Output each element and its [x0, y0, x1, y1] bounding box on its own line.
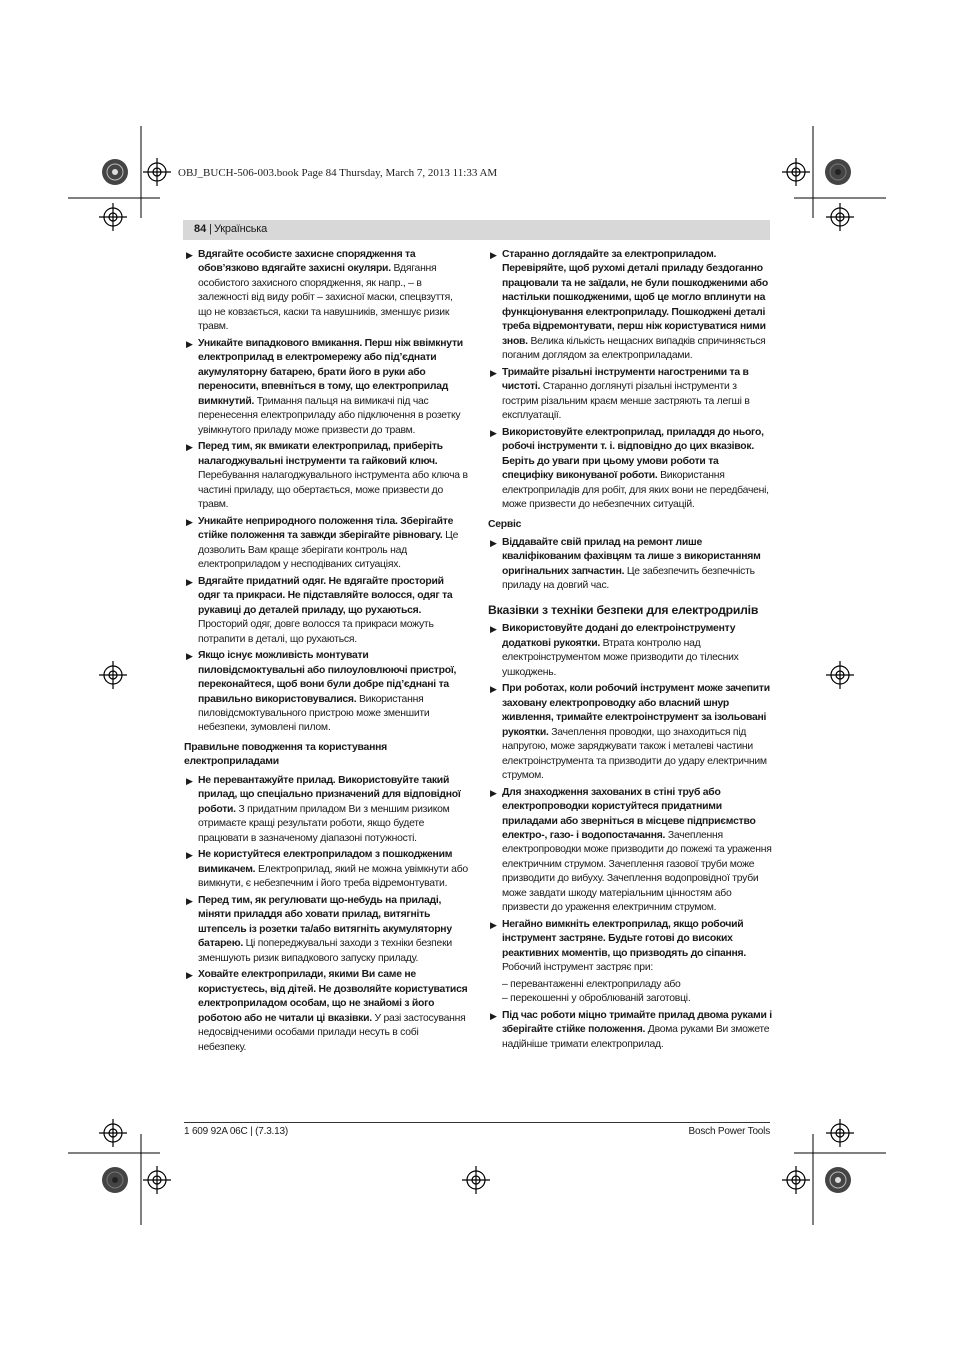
bullet-arrow-icon: ▶ [490, 427, 497, 438]
bullet-bold-text: Негайно вимкніть електроприлад, якщо робочий інструмент застряне. Будьте готові до високих реактивних моментів, що призводять до сіпання. [502, 918, 747, 959]
footer-brand: Bosch Power Tools [688, 1126, 770, 1137]
bullet-bold-text: Уникайте випадкового вмикання. Перш ніж ввімкнути електроприлад в електромережу або під’єднати акумуляторну батарею, брати його в руки або переносити, впевніться в тому, що електроприлад вимкнутий. [198, 337, 463, 407]
bullet-arrow-icon: ▶ [490, 624, 497, 635]
dash-list [488, 978, 772, 1007]
bullet-arrow-icon: ▶ [186, 576, 193, 587]
bullet-bold-text: Не користуйтеся електроприладом з пошкодженим вимикачем. [198, 849, 453, 875]
bullet-item [488, 682, 772, 783]
bullet-item [184, 248, 468, 335]
bullet-item [184, 968, 468, 1055]
bullet-item [488, 1009, 772, 1052]
bullet-bold-text: Якщо існує можливість монтувати пиловідсмоктувальні або пилоуловлюючі пристрої, переконайтеся, щоб вони були добре під’єднані та правильно використовувалися. [198, 650, 457, 705]
footer-rule [184, 1122, 770, 1123]
section-head-drill-safety: Вказівки з техніки безпеки для електродрилів [488, 602, 759, 617]
left-column [184, 248, 468, 1057]
bullet-arrow-icon: ▶ [490, 537, 497, 548]
right-items-c [488, 1009, 772, 1052]
bullet-arrow-icon: ▶ [186, 516, 193, 527]
bullet-item [184, 649, 468, 736]
bullet-body-text: У разі застосування недосвідченими особами прилади несуть в собі небезпеку. [198, 1012, 466, 1053]
bullet-arrow-icon: ▶ [490, 250, 497, 260]
bullet-body-text: Двома руками Ви зможете надійніше тримати електроприлад. [502, 1024, 770, 1050]
bullet-bold-text: Уникайте неприродного положення тіла. Зберігайте стійке положення та завжди зберігайте рівновагу. [198, 515, 454, 542]
bullet-bold-text: Не перевантажуйте прилад. Використовуйте такий прилад, що спеціально призначений для відповідної роботи. [198, 774, 461, 815]
bullet-body-text: Це забезпечить безпечність приладу на довгий час. [502, 565, 755, 592]
bullet-bold-text: Вдягайте придатний одяг. Не вдягайте просторий одяг та прикраси. Не підставляйте волосся, одяг та рукавиці до деталей приладу, що рухаються. [198, 575, 453, 616]
right-column [488, 248, 772, 1055]
bullet-arrow-icon: ▶ [186, 338, 193, 349]
bullet-arrow-icon: ▶ [490, 367, 497, 378]
bullet-arrow-icon: ▶ [490, 787, 497, 798]
bullet-bold-text: Перед тим, як вмикати електроприлад, приберіть налагоджувальні інструменти та гайковий ключ. [198, 441, 443, 467]
footer-doc-number: 1 609 92A 06C | (7.3.13) [184, 1126, 288, 1137]
bullet-bold-text: Використовуйте електроприлад, приладдя до нього, робочі інструменти т. і. відповідно до цих вказівок. Беріть до уваги при цьому умови роботи та специфіку виконуваної роботи. [502, 426, 764, 482]
bullet-arrow-icon: ▶ [186, 895, 193, 906]
bullet-body-text: Перебування налагоджувального інструмента або ключа в частині приладу, що обертається, може призвести до травм. [198, 470, 468, 511]
bullet-arrow-icon: ▶ [490, 684, 497, 695]
bullet-body-text: Тримання пальця на вимикачі під час перенесення електроприладу або підключення в розетку увімкнутого приладу може призвести до травм. [198, 395, 461, 436]
bullet-item [488, 536, 772, 594]
bullet-arrow-icon: ▶ [186, 970, 193, 981]
bullet-bold-text: Для знаходження захованих в стіні труб або електропроводки користуйтеся придатними приладами або зверніться в місцеве підприємство електро-, газо- і водопостачання. [502, 786, 756, 841]
bullet-body-text: З придатним приладом Ви з меншим ризиком отримаєте кращі результати роботи, якщо будете працювати в зазначеному діапазоні потужності. [198, 803, 450, 844]
bullet-body-text: Зачеплення проводки, що знаходиться під напругою, може заряджувати також і металеві частини електроінструмента та призводити до удару електричним струмом. [502, 726, 767, 781]
bullet-body-text: Це дозволить Вам краще зберігати контроль над електроприладом у несподіваних ситуаціях. [198, 530, 459, 571]
left-items-a [184, 248, 468, 736]
bullet-body-text: Втрата контролю над електроінструментом може призводити до тілесних ушкоджень. [502, 637, 739, 678]
bullet-body-text: Використання електроприладів для робіт, для яких вони не передбачені, може призвести до небезпечних ситуацій. [502, 470, 769, 511]
bullet-bold-text: Ховайте електроприлади, якими Ви саме не користуєтесь, від дітей. Не дозволяйте користуватися електроприладом особам, що не знайомі з його роботою або не читали ці вказівки. [198, 969, 468, 1024]
bullet-bold-text: При роботах, коли робочий інструмент може зачепити заховану електропроводку або власний шнур живлення, тримайте електроінструмент за ізольовані рукоятки. [502, 683, 770, 738]
bullet-item [184, 894, 468, 966]
bullet-item [184, 774, 468, 846]
bullet-bold-text: Використовуйте додані до електроінструменту додаткові рукоятки. [502, 623, 736, 649]
bullet-item [488, 786, 772, 916]
bullet-item [184, 575, 468, 647]
subhead-proper-handling: Правильне поводження та користування електроприладами [184, 741, 387, 768]
right-service-items [488, 536, 772, 594]
right-items-a [488, 248, 772, 513]
right-items-b [488, 622, 772, 975]
bullet-item [488, 248, 772, 364]
bullet-item [184, 440, 468, 512]
print-info-line: OBJ_BUCH-506-003.book Page 84 Thursday, March 7, 2013 11:33 AM [178, 167, 498, 179]
bullet-arrow-icon: ▶ [186, 651, 193, 662]
bullet-arrow-icon: ▶ [186, 850, 193, 861]
bullet-body-text: Вдягання особистого захисного спорядження, як напр., – в залежності від виду робіт – захисної маски, спецвзуття, що не ковзається, каски та навушників, зменшує ризик травм. [198, 263, 453, 333]
bullet-bold-text: Старанно доглядайте за електроприладом. Перевіряйте, щоб рухомі деталі приладу бездоганно працювали та не заїдали, не були пошкодженими або настільки пошкодженими, щоб це могло вплинути на функціонування електроприладу. Пошкоджені деталі треба відремонтувати, перш ніж користуватися ними знов. [502, 249, 768, 347]
bullet-arrow-icon: ▶ [186, 250, 193, 260]
dash-item: – перевантаженні електроприладу або [502, 978, 681, 990]
bullet-arrow-icon: ▶ [186, 442, 193, 453]
header-separator: | [209, 223, 212, 235]
bullet-bold-text: Під час роботи міцно тримайте прилад двома руками і зберігайте стійке положення. [502, 1009, 772, 1036]
bullet-body-text: Старанно доглянуті різальні інструменти з гострим різальним краєм менше застряють та легші в експлуатації. [502, 381, 750, 422]
bullet-bold-text: Тримайте різальні інструменти нагостреними та в чистоті. [502, 366, 749, 393]
bullet-body-text: Використання пиловідсмоктувального пристрою може зменшити небезпеки, зумовлені пилом. [198, 693, 430, 734]
bullet-item [488, 426, 772, 513]
bullet-item [488, 366, 772, 424]
bullet-item [184, 337, 468, 438]
bullet-bold-text: Перед тим, як регулювати що-небудь на приладі, міняти приладдя або ховати прилад, витягніть штепсель із розетки та/або витягніть акумуляторну батарею. [198, 894, 452, 950]
bullet-body-text: Ці попереджувальні заходи з техніки безпеки зменшують ризик випадкового запуску приладу. [198, 938, 452, 964]
bullet-bold-text: Віддавайте свій прилад на ремонт лише кваліфікованим фахівцям та лише з використанням оригінальних запчастин. [502, 536, 761, 577]
bullet-body-text: Зачеплення електропроводки може призводити до пожежі та ураження електричним струмом. Зачеплення газової труби може призводити до вибуху. Зачеплення водопровідної труби може завдати шкоду матеріальним цінностям або призвести до ураження електричним струмом. [502, 829, 772, 914]
header-language: Українська [214, 223, 268, 235]
bullet-item [488, 918, 772, 976]
bullet-bold-text: Вдягайте особисте захисне спорядження та обов’язково вдягайте захисні окуляри. [198, 249, 416, 275]
page-number: 84 [194, 223, 207, 235]
bullet-body-text: Велика кількість нещасних випадків спричиняється поганим доглядом за електроприладами. [502, 335, 766, 362]
bullet-arrow-icon: ▶ [490, 919, 497, 930]
bullet-arrow-icon: ▶ [186, 775, 193, 786]
bullet-arrow-icon: ▶ [490, 1010, 497, 1021]
page-header-band [183, 220, 770, 240]
subhead-service: Сервіс [488, 518, 522, 530]
bullet-item [184, 515, 468, 573]
dash-item: – перекошенні у оброблюваній заготовці. [502, 993, 691, 1005]
bullet-item [488, 622, 772, 680]
bullet-body-text: Робочий інструмент застряє при: [502, 962, 654, 974]
left-items-b [184, 774, 468, 1055]
bullet-body-text: Просторий одяг, довге волосся та прикраси можуть потрапити в деталі, що рухаються. [198, 619, 434, 645]
bullet-body-text: Електроприлад, який не можна увімкнути або вимкнути, є небезпечним і його треба відремонтувати. [198, 863, 468, 890]
bullet-item [184, 848, 468, 891]
